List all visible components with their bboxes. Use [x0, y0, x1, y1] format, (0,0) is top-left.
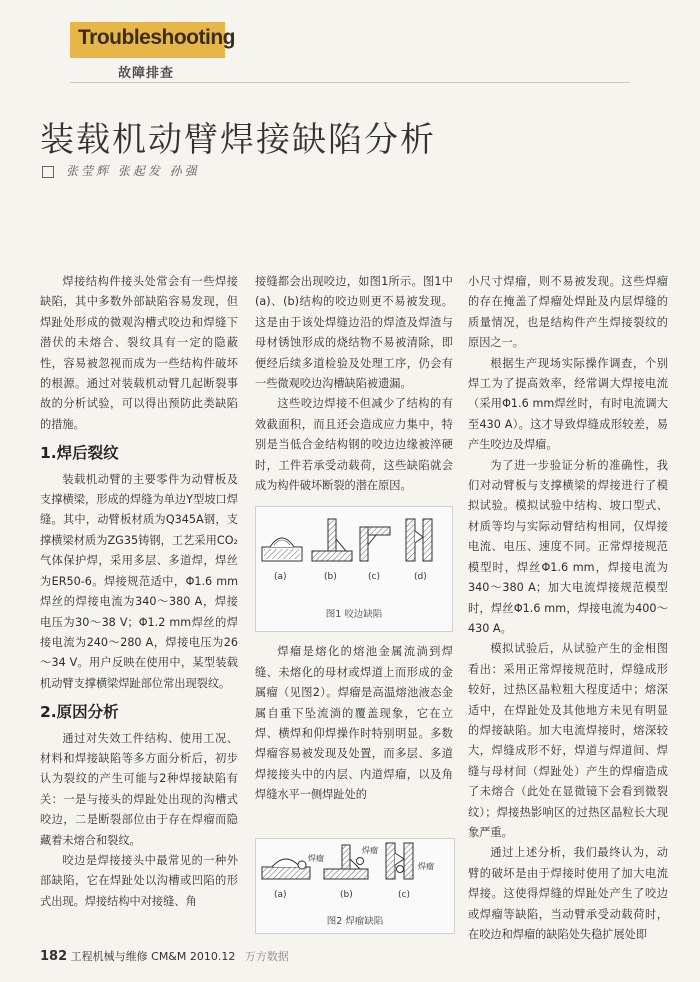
figure-1	[255, 506, 453, 632]
col3-paragraph-5: 通过上述分析，我们最终认为，动臂的破坏是由于焊接时使用了加大电流焊接。这使得焊缝的焊趾处产生了咬边或焊瘤等缺陷，当动臂承受动载荷时，在咬边和焊瘤的缺陷处失稳扩展处即	[468, 846, 668, 941]
figure-2-drawing	[256, 839, 452, 907]
page-number: 182	[40, 949, 68, 964]
fig2-label-a: (a)	[274, 890, 287, 900]
intro-paragraph: 焊接结构件接头处常会有一些焊接缺陷，其中多数外部缺陷容易发现，但焊趾处形成的微观沟槽式咬边和焊缝下潜伏的未熔合、裂纹具有一定的隐蔽性，容易被忽视而成为一些结构件破坏的根源。通过对装载机动臂几起断裂事故的分析试验，可以得出预防此类缺陷的措施。	[40, 275, 238, 431]
fig1-d-diagram	[406, 519, 432, 561]
section-1-paragraph: 装载机动臂的主要零件为动臂板及支撑横梁，形成的焊缝为单边Y型坡口焊缝。其中，动臂板材质为Q345A钢，支撑横梁材质为ZG35铸钢，工艺采用CO₂气体保护焊，采用多层、多道焊，焊丝为ER50-6。焊接规范适中，Φ1.6 mm焊丝的焊接电流为340～380 A，焊接电压为30～38 V；Φ1.2 mm焊丝的焊接电流为240～280 A，焊接电压为26～34 V。用户反映在使用中，某型装载机动臂支撑横梁焊趾部位常出现裂纹。	[40, 472, 238, 690]
journal-name: 工程机械与维修 CM&M 2010.12	[70, 950, 236, 963]
section-heading-2: 2.原因分析	[40, 703, 119, 722]
fig2-tag-a: 焊瘤	[308, 854, 324, 863]
header-subtitle: 故障排查	[118, 66, 175, 81]
header-divider	[70, 82, 630, 83]
figure-1-caption: 图1 咬边缺陷	[325, 608, 383, 620]
col2-paragraph-3: 焊瘤是熔化的熔池金属流淌到焊缝、未熔化的母材或焊道上而形成的金属瘤（见图2）。焊瘤是高温熔池液态金属自重下坠流淌的覆盖现象，它在立焊、横焊和仰焊操作时特别明显。多数焊瘤容易被发现及处置，而多层、多道焊接接头中的内层、内道焊瘤，以及角焊缝水平一侧焊趾处的	[255, 645, 453, 802]
page-footer	[40, 948, 289, 964]
fig1-label-c: (c)	[368, 572, 380, 583]
article-title: 装载机动臂焊接缺陷分析	[40, 120, 436, 160]
col2-paragraph-2: 这些咬边焊接不但减少了结构的有效截面积，而且还会造成应力集中，特别是当低合金结构钢的咬边边缘被淬硬时，工件若承受动载荷，这些缺陷就会成为构件破坏断裂的潜在原因。	[255, 397, 453, 493]
figure-2-caption: 图2 焊瘤缺陷	[326, 916, 384, 927]
col3-paragraph-1: 小尺寸焊瘤，则不易被发现。这些焊瘤的存在掩盖了焊瘤处焊趾及内层焊缝的质量情况，也是结构件产生焊接裂纹的原因之一。	[468, 275, 668, 350]
figure-1-drawing	[256, 507, 452, 595]
column-1	[40, 272, 238, 912]
fig1-a-diagram	[262, 538, 302, 561]
figure-2	[255, 838, 455, 934]
fig2-label-b: (b)	[340, 890, 353, 900]
col3-paragraph-2: 根据生产现场实际操作调查，个别焊工为了提高效率，经常调大焊接电流（采用Φ1.6 mm焊丝时，有时电流调大至430 A）。这才导致焊缝成形较差，易产生咬边及焊瘤。	[468, 356, 668, 452]
col3-paragraph-3: 为了进一步验证分析的准确性，我们对动臂板与支撑横梁的焊接进行了模拟试验。模拟试验中结构、坡口型式、材质等均与实际动臂结构相同，仅焊接电流、电压、速度不同。正常焊接规范模型时，焊丝Φ1.6 mm，焊接电流为340～380 A；加大电流焊接规范模型时，焊丝Φ1.6 mm，焊接电流为400～430 A。	[468, 458, 668, 635]
section-2-paragraph-1: 通过对失效工件结构、使用工况、材料和焊接缺陷等多方面分析后，初步认为裂纹的产生可能与2种焊接缺陷有关：一是与接头的焊趾处出现的沟槽式咬边，二是断裂部位由于存在焊瘤而隐藏着未熔合和裂纹。	[40, 731, 238, 847]
fig1-label-d: (d)	[414, 572, 427, 583]
watermark: 万方数据	[244, 950, 289, 963]
fig2-a-diagram	[262, 859, 310, 879]
author-box-icon	[42, 166, 54, 178]
article-authors: 张莹辉 张起发 孙强	[66, 164, 200, 178]
fig2-label-c: (c)	[398, 890, 410, 900]
fig1-label-a: (a)	[274, 572, 287, 583]
column-3	[468, 272, 668, 945]
header-title: Troubleshooting	[78, 26, 235, 49]
col3-paragraph-4: 模拟试验后，从试验产生的金相图看出：采用正常焊接规范时，焊缝成形较好，过热区晶粒粗大程度适中；熔深适中，在焊趾处及其他地方未见有明显的焊接缺陷。加大电流焊接时，熔深较大，焊缝成形不好，焊道与焊道间、焊缝与母材间（焊趾处）产生的焊瘤造成了未熔合（此处在显微镜下会看到微裂纹）；焊接热影响区的过热区晶粒长大现象严重。	[468, 642, 668, 839]
column-2	[255, 272, 453, 806]
fig1-b-diagram	[312, 519, 352, 561]
fig2-tag-b: 焊瘤	[362, 846, 378, 855]
fig2-c-diagram	[386, 843, 413, 879]
section-2-paragraph-2: 咬边是焊接接头中最常见的一种外部缺陷，它在焊趾处以沟槽或凹陷的形式出现。焊接结构中对接缝、角	[40, 853, 238, 908]
section-heading-1: 1.焊后裂纹	[40, 444, 119, 463]
col2-paragraph-1: 接缝都会出现咬边，如图1所示。图1中(a)、(b)结构的咬边则更不易被发现。这是由于该处焊缝边沿的焊渣及焊渣与母材锈蚀形成的烧结物不易被清除，即便经后续多道检验及处理工序，仍会有一些微观咬边沟槽缺陷被遗漏。	[255, 275, 453, 391]
fig1-label-b: (b)	[324, 572, 337, 583]
fig2-tag-c: 焊瘤	[418, 862, 434, 871]
fig1-c-diagram	[360, 527, 390, 561]
